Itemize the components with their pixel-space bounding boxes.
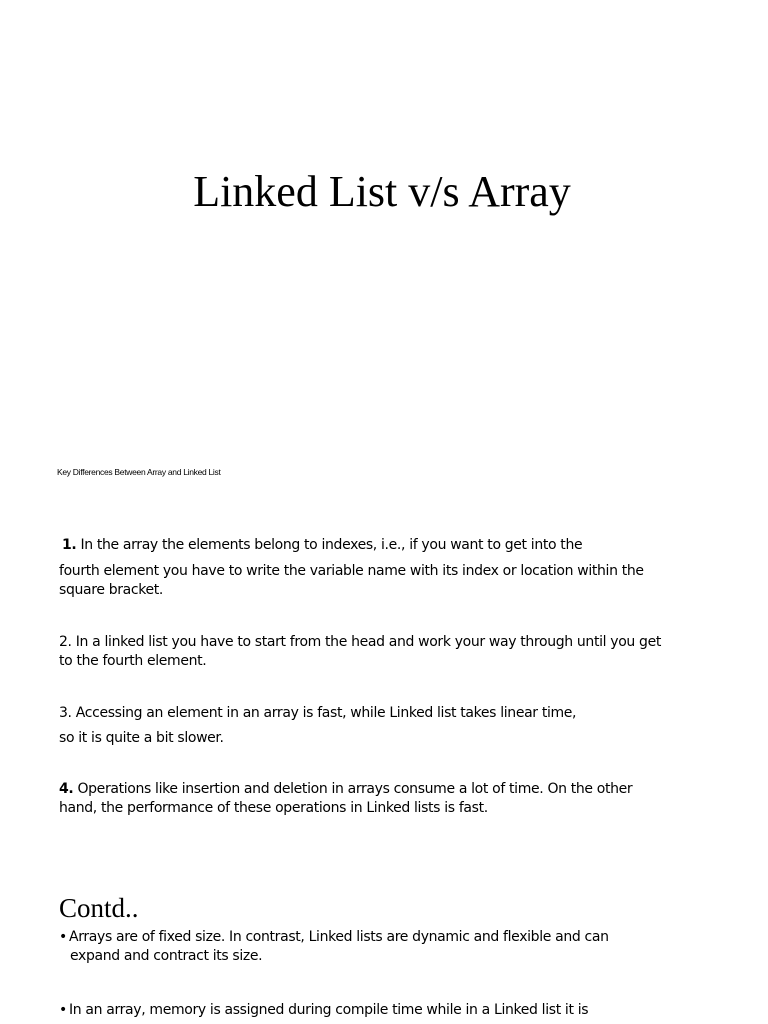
bullet-2-line-1: [59, 1001, 588, 1021]
point-4-number: 4.: [59, 781, 74, 797]
point-1-number: 1.: [62, 537, 77, 553]
point-3-text: Accessing an element in an array is fast, while Linked list takes linear time,: [71, 705, 577, 721]
bullet-2-symbol: •: [59, 1002, 67, 1018]
point-2-text: In a linked list you have to start from the head and work your way through until you get: [71, 634, 661, 650]
point-4-text: Operations like insertion and deletion in arrays consume a lot of time. On the other: [73, 781, 633, 797]
bullet-1-text: Arrays are of fixed size. In contrast, Linked lists are dynamic and flexible and can: [69, 929, 609, 945]
point-2-number: 2.: [59, 634, 72, 650]
point-1-line-3: square bracket.: [59, 582, 163, 598]
point-3-line-2: so it is quite a bit slower.: [59, 730, 224, 746]
point-2-line-2: to the fourth element.: [59, 653, 207, 669]
point-2-line-1: [59, 633, 661, 653]
bullet-1-line-2: expand and contract its size.: [70, 948, 263, 964]
point-4-line-2: hand, the performance of these operations in Linked lists is fast.: [59, 800, 488, 816]
page-title: Linked List v/s Array: [193, 167, 571, 216]
point-1-line-2: fourth element you have to write the variable name with its index or location within the: [59, 563, 644, 579]
bullet-1-symbol: •: [59, 929, 67, 945]
contd-heading: Contd..: [59, 893, 139, 923]
bullet-2-text: In an array, memory is assigned during compile time while in a Linked list it is: [69, 1002, 589, 1018]
point-1-text: In the array the elements belong to indexes, i.e., if you want to get into the: [76, 537, 583, 553]
point-1-line-1: [59, 536, 582, 556]
bullet-1-line-1: [59, 928, 609, 948]
subtitle: Key Differences Between Array and Linked List: [57, 467, 221, 477]
point-4-line-1: [59, 780, 632, 800]
point-3-number: 3.: [59, 705, 72, 721]
point-3-line-1: [59, 704, 576, 724]
